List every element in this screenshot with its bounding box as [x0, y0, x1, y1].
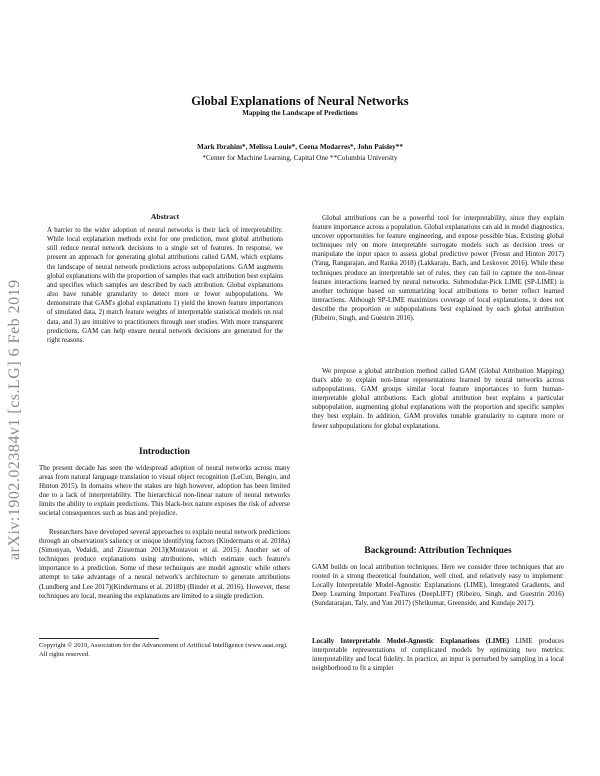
arxiv-identifier: arXiv:1902.02384v1 [cs.LG] 6 Feb 2019: [6, 279, 23, 560]
gam-proposal-paragraph: We propose a global attribution method called GAM (Global Attribution Mapping) that's able to explain non-linear representations learned by neural networks across subpopulations. GAM groups similar local feature importances to form human-interpretable global attributions. Each global attribution best explains a particular subpopulation, augmenting global explanations with the proportion and specific samples they best explain. In addition, GAM provides tunable granularity to capture more or fewer subpopulations for global explanations.: [312, 367, 564, 430]
paper-title: Global Explanations of Neural Networks: [191, 94, 409, 108]
lime-text: LIME produces interpretable representations of complicated models by optimizing two metrics: interpretability and local fidelity. In practice, an input is perturbed by sampling in a local neighborhood to fit a simpler: [312, 637, 564, 673]
background-heading: Background: Attribution Techniques: [364, 546, 512, 556]
introduction-heading: Introduction: [139, 447, 190, 457]
affiliation: *Center for Machine Learning, Capital One **Columbia University: [202, 154, 398, 162]
paper-subtitle: Mapping the Landscape of Predictions: [242, 109, 358, 117]
lime-paragraph: [312, 637, 564, 673]
introduction-paragraph-2: Researchers have developed several approaches to explain neural network predictions through an observation's saliency or unique identifying factors (Kindermans et al. 2018a)(Simonyan, Vedaldi, and Zisserman 2013)(Montavon et al. 2015). Another set of techniques produce explanations using attributions, which estimate each feature's importance to a prediction. Some of these techniques are model agnostic while others attempt to take advantage of a neural network's architecture to generate attributions (Lundberg and Lee 2017)(Kindermans et al. 2018b) (Binder et al. 2016). However, these techniques are local, meaning the explanations are limited to a single prediction.: [39, 528, 290, 600]
lime-heading: Locally Interpretable Model-Agnostic Explanations (LIME): [312, 637, 510, 645]
abstract-text: A barrier to the wider adoption of neural networks is their lack of interpretability. While local explanation methods exist for one prediction, most global attributions still reduce neural network decisions to a single set of features. In response, we present an approach for generating global attributions called GAM, which explains the landscape of neural network predictions across subpopulations. GAM augments global explanations with the proportion of samples that each attribution best explains and specifies which samples are described by each attribution. Global explanations also have tunable granularity to detect more or fewer subpopulations. We demonstrate that GAM's global explanations 1) yield the known feature importances of simulated data, 2) match feature weights of interpretable statistical models on real data, and 3) are intuitive to practitioners through user studies. With more transparent predictions, GAM can help ensure neural network decisions are generated for the right reasons.: [47, 227, 283, 344]
introduction-paragraph-1: The present decade has seen the widespread adoption of neural networks across many areas from natural language translation to visual object recognition (LeCun, Bengio, and Hinton 2015). In domains where the stakes are high however, adoption has been limited due to a lack of interpretability. The hierarchical non-linear nature of neural networks limits the ability to explain predictions. This black-box nature exposes the risk of adverse societal consequences such as bias and prejudice.: [39, 464, 290, 518]
copyright-footnote: Copyright © 2019, Association for the Advancement of Artificial Intelligence (www.aaai.org). All rights reserved.: [39, 642, 288, 658]
author-list: Mark Ibrahim*, Melissa Louie*, Ceena Modarres*, John Paisley**: [197, 143, 403, 151]
abstract-heading: Abstract: [150, 212, 180, 221]
footnote-rule: [39, 638, 159, 639]
background-paragraph: GAM builds on local attribution techniques. Here we consider three techniques that are rooted in a strong theoretical foundation, well cited, and relatively easy to implement: Locally Interpretable Model-Agnostic Explanations (LIME), Integrated Gradients, and Deep Learning Important FeaTures (DeepLIFT) (Ribeiro, Singh, and Guestrin 2016) (Sundararajan, Taly, and Yan 2017) (Shrikumar, Greenside, and Kundaje 2017).: [312, 563, 564, 608]
global-attributions-paragraph: Global attributions can be a powerful tool for interpretability, since they explain feature importance across a population. Global explanations can aid in model diagnostics, uncover opportunities for feature engineering, and expose possible bias. Existing global techniques rely on more interpretable surrogate models such as decision trees or manipulate the input space to assess global predictive power (Frosst and Hinton 2017) (Yang, Rangarajan, and Ranka 2018) (Lakkaraju, Bach, and Leskovec 2016). While these techniques produce an interpretable set of rules, they can fail to capture the non-linear feature interactions learned by neural networks. Submodular-Pick LIME (SP-LIME) is another technique based on summarizing local attributions to better reflect learned interactions. Although SP-LIME maximizes coverage of local explanations, it does not describe the proportion or subpopulations best explained by each global attribution (Ribeiro, Singh, and Guestrin 2016).: [312, 214, 564, 323]
